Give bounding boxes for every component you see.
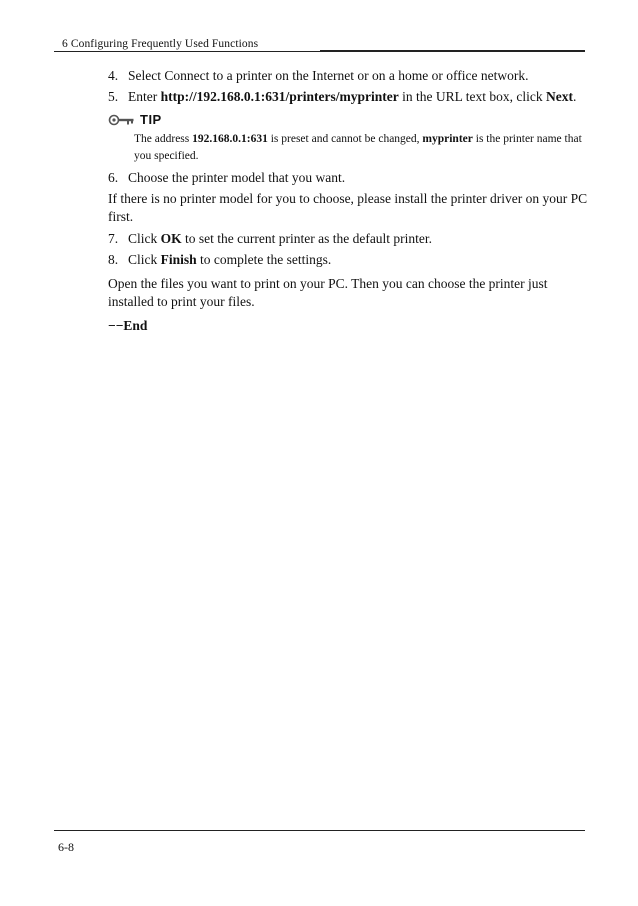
step-text: to complete the settings. — [196, 252, 332, 267]
finish-action-label: Finish — [160, 252, 197, 267]
printer-url: http://192.168.0.1:631/printers/myprinter — [160, 89, 399, 104]
preset-address: 192.168.0.1:631 — [192, 133, 268, 145]
step-text: to set the current printer as the default printer. — [181, 231, 433, 246]
tip-text-part: is the printer name that you specified. — [134, 133, 582, 162]
tip-callout — [108, 112, 590, 165]
step-5 — [108, 88, 590, 106]
end-marker: −−End — [108, 318, 148, 333]
step-text: Choose the printer model that you want. — [128, 170, 346, 185]
step-number: 8. — [108, 252, 119, 267]
driver-note: If there is no printer model for you to choose, please install the printer driver on your PC first. — [108, 191, 588, 224]
next-action-label: Next — [545, 89, 573, 104]
step-7 — [108, 230, 590, 248]
step-text: Enter — [128, 89, 161, 104]
step-4 — [108, 67, 590, 85]
tip-heading — [108, 112, 590, 128]
tip-text — [134, 131, 590, 165]
ok-action-label: OK — [160, 231, 182, 246]
step-text: Click — [128, 231, 161, 246]
step-text: in the URL text box, click — [398, 89, 546, 104]
step-8 — [108, 251, 590, 269]
step-number: 7. — [108, 231, 119, 246]
step-6 — [108, 169, 590, 187]
closing-paragraph: Open the files you want to print on your PC. Then you can choose the printer just installed to print your files. — [108, 276, 548, 309]
step-number: 5. — [108, 89, 119, 104]
step-number: 6. — [108, 170, 119, 185]
step-text: . — [572, 89, 577, 104]
step-number: 4. — [108, 68, 119, 83]
page-number: 6-8 — [58, 840, 74, 854]
tip-text-part: The address — [134, 133, 193, 145]
key-icon — [108, 113, 136, 127]
tip-label: TIP — [140, 112, 162, 127]
footer-divider — [54, 830, 585, 831]
step-text: Click — [128, 252, 161, 267]
tip-text-part: is preset and cannot be changed, — [267, 133, 423, 145]
running-header: 6 Configuring Frequently Used Functions — [62, 38, 259, 50]
header-divider-bold — [320, 50, 585, 52]
printer-name: myprinter — [422, 133, 473, 145]
step-text: Select Connect to a printer on the Internet or on a home or office network. — [128, 68, 529, 83]
page-content — [108, 67, 590, 335]
header-divider — [54, 51, 320, 52]
